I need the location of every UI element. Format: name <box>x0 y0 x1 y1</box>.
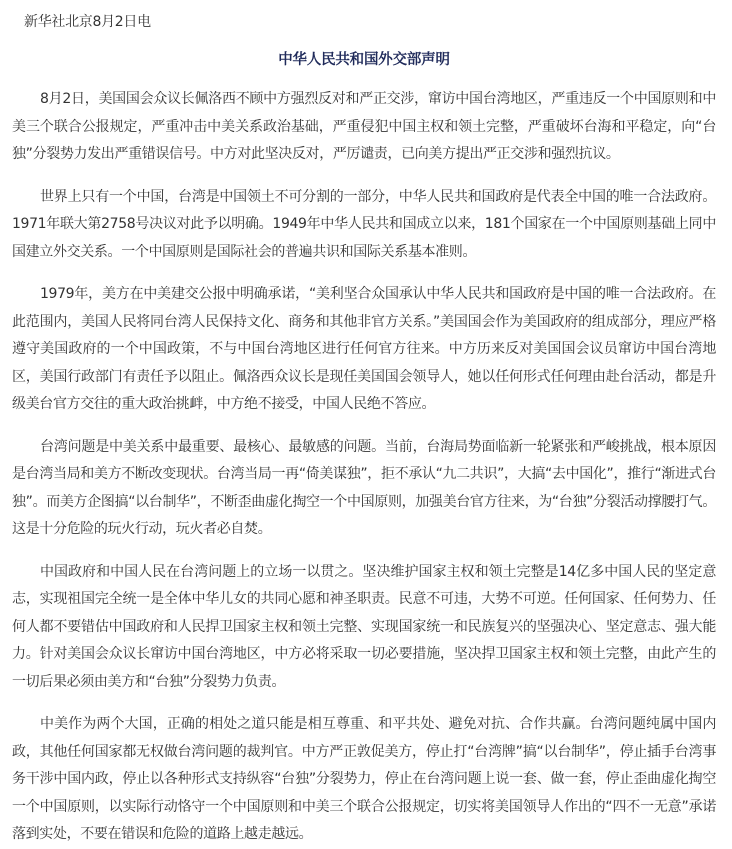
paragraph: 台湾问题是中美关系中最重要、最核心、最敏感的问题。当前，台海局势面临新一轮紧张和严峻挑战，根本原因是台湾当局和美方不断改变现状。台湾当局一再“倚美谋独”，拒不承认“九二共识”，大搞“去中国化”，推行“渐进式台独”。而美方企图搞“以台制华”，不断歪曲虚化掏空一个中国原则，加强美台官方往来，为“台独”分裂活动撑腰打气。这是十分危险的玩火行动，玩火者必自焚。 <box>12 438 716 537</box>
paragraph: 1979年，美方在中美建交公报中明确承诺，“美利坚合众国承认中华人民共和国政府是中国的唯一合法政府。在此范围内，美国人民将同台湾人民保持文化、商务和其他非官方关系。”美国国会作为美国政府的组成部分，理应严格遵守美国政府的一个中国政策，不与中国台湾地区进行任何官方往来。中方历来反对美国国会议员窜访中国台湾地区，美国行政部门有责任予以阻止。佩洛西众议长是现任美国国会领导人，她以任何形式任何理由赴台活动，都是升级美台官方交往的重大政治挑衅，中方绝不接受，中国人民绝不答应。 <box>12 286 716 412</box>
paragraph: 世界上只有一个中国，台湾是中国领土不可分割的一部分，中华人民共和国政府是代表全中国的唯一合法政府。1971年联大第2758号决议对此予以明确。1949年中华人民共和国成立以来，181个国家在一个中国原则基础上同中国建立外交关系。一个中国原则是国际社会的普遍共识和国际关系基本准则。 <box>12 188 716 260</box>
dateline: 新华社北京8月2日电 <box>24 14 151 30</box>
article-title: 中华人民共和国外交部声明 <box>278 52 450 68</box>
paragraph: 中美作为两个大国，正确的相处之道只能是相互尊重、和平共处、避免对抗、合作共赢。台湾问题纯属中国内政，其他任何国家都无权做台湾问题的裁判官。中方严正敦促美方，停止打“台湾牌”搞“以台制华”，停止插手台湾事务干涉中国内政，停止以各种形式支持纵容“台独”分裂势力，停止在台湾问题上说一套、做一套，停止歪曲虚化掏空一个中国原则，以实际行动恪守一个中国原则和中美三个联合公报规定，切实将美国领导人作出的“四不一无意”承诺落到实处，不要在错误和危险的道路上越走越远。 <box>12 716 716 842</box>
paragraph: 中国政府和中国人民在台湾问题上的立场一以贯之。坚决维护国家主权和领土完整是14亿多中国人民的坚定意志，实现祖国完全统一是全体中华儿女的共同心愿和神圣职责。民意不可违，大势不可逆。任何国家、任何势力、任何人都不要错估中国政府和人民捍卫国家主权和领土完整、实现国家统一和民族复兴的坚强决心、坚定意志、强大能力。针对美国会众议长窜访中国台湾地区，中方必将采取一切必要措施，坚决捍卫国家主权和领土完整，由此产生的一切后果必须由美方和“台独”分裂势力负责。 <box>12 563 716 690</box>
paragraph: 8月2日，美国国会众议长佩洛西不顾中方强烈反对和严正交涉，窜访中国台湾地区，严重违反一个中国原则和中美三个联合公报规定，严重冲击中美关系政治基础，严重侵犯中国主权和领土完整，严重破坏台海和平稳定，向“台独”分裂势力发出严重错误信号。中方对此坚决反对，严厉谴责，已向美方提出严正交涉和强烈抗议。 <box>12 91 716 162</box>
